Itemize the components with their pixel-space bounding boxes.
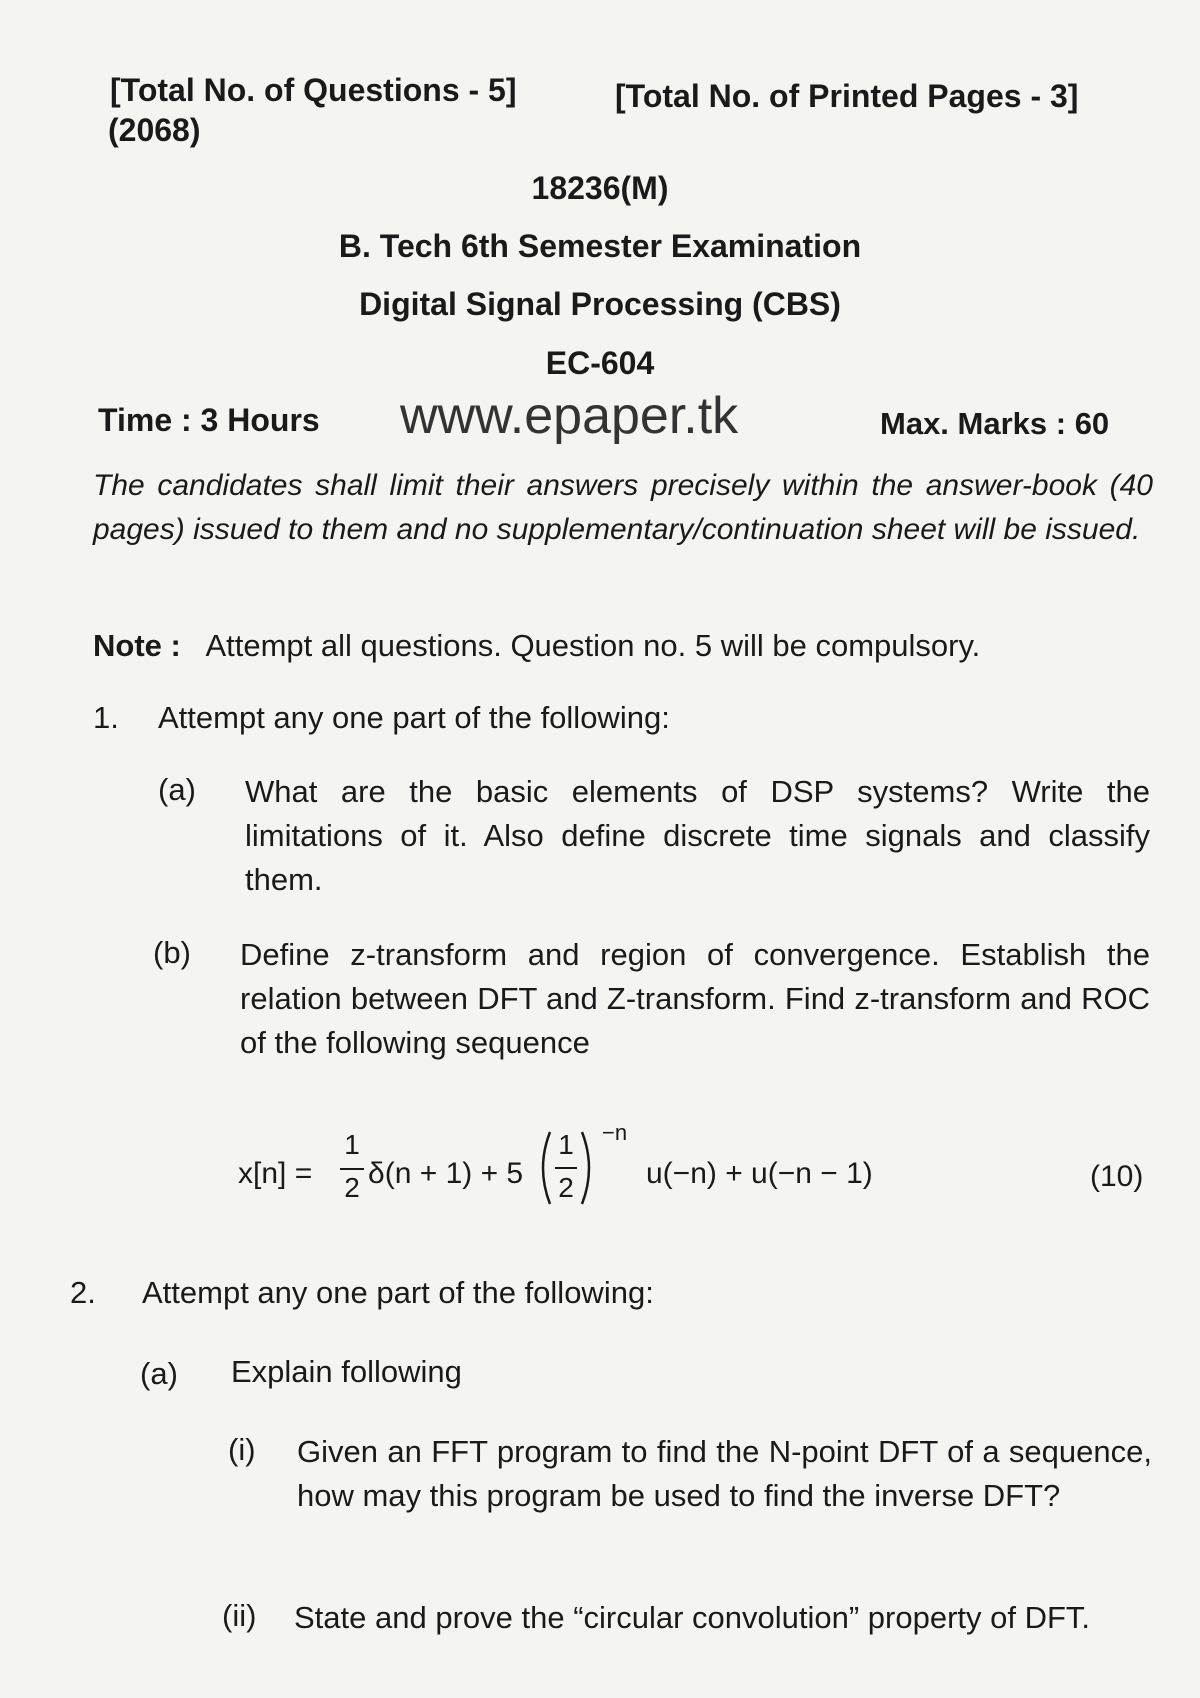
total-printed-pages: [Total No. of Printed Pages - 3] — [615, 78, 1079, 114]
question-number: 2. — [70, 1275, 96, 1310]
part-text: Define z-transform and region of convergence. Establish the relation between DFT and Z-transform. Find z-transform and ROC of the following sequence — [240, 937, 1150, 1060]
equation-delta-term: δ(n + 1) + 5 — [368, 1157, 524, 1190]
subpart-text: Given an FFT program to find the N-point DFT of a sequence, how may this program be used to find the inverse DFT? — [297, 1434, 1152, 1513]
part-label: (b) — [153, 935, 191, 970]
subpart-text: State and prove the “circular convolution” property of DFT. — [294, 1600, 1091, 1635]
part-text: Explain following — [231, 1354, 462, 1389]
subject-title: Digital Signal Processing (CBS) — [359, 286, 841, 322]
course-code: EC-604 — [545, 345, 655, 381]
equation-tail: u(−n) + u(−n − 1) — [646, 1157, 873, 1190]
part-text: What are the basic elements of DSP systems? Write the limitations of it. Also define discrete time signals and classify them. — [245, 774, 1150, 897]
candidate-instructions: The candidates shall limit their answers precisely within the answer-book (40 pages) issued to them and no supplementary/continuation sheet will be issued. — [93, 469, 1153, 546]
paren-fraction-denominator: 2 — [558, 1172, 574, 1203]
part-label: (a) — [140, 1356, 178, 1391]
equation-exponent: −n — [602, 1120, 628, 1145]
equation-lhs: x[n] = — [238, 1157, 313, 1190]
question-heading: Attempt any one part of the following: — [158, 700, 670, 735]
paper-code: 18236(M) — [531, 170, 669, 206]
paren-fraction-numerator: 1 — [558, 1129, 574, 1160]
part-label: (a) — [158, 772, 196, 807]
question-heading: Attempt any one part of the following: — [142, 1275, 654, 1310]
fraction-bar — [340, 1168, 364, 1170]
fraction-numerator: 1 — [344, 1129, 360, 1160]
total-questions: [Total No. of Questions - 5] — [110, 72, 517, 108]
year-code: (2068) — [108, 112, 201, 148]
note-label: Note : — [93, 628, 181, 663]
max-marks: Max. Marks : 60 — [880, 406, 1110, 441]
subpart-label: (i) — [228, 1432, 256, 1467]
question-number: 1. — [93, 700, 119, 735]
watermark-url: www.epaper.tk — [400, 387, 739, 445]
subpart-label: (ii) — [222, 1598, 257, 1633]
time-allowed: Time : 3 Hours — [98, 402, 320, 438]
marks-badge: (10) — [1090, 1160, 1144, 1193]
note-text: Attempt all questions. Question no. 5 will be compulsory. — [205, 628, 981, 663]
fraction-denominator: 2 — [344, 1172, 360, 1203]
exam-title: B. Tech 6th Semester Examination — [338, 228, 862, 264]
